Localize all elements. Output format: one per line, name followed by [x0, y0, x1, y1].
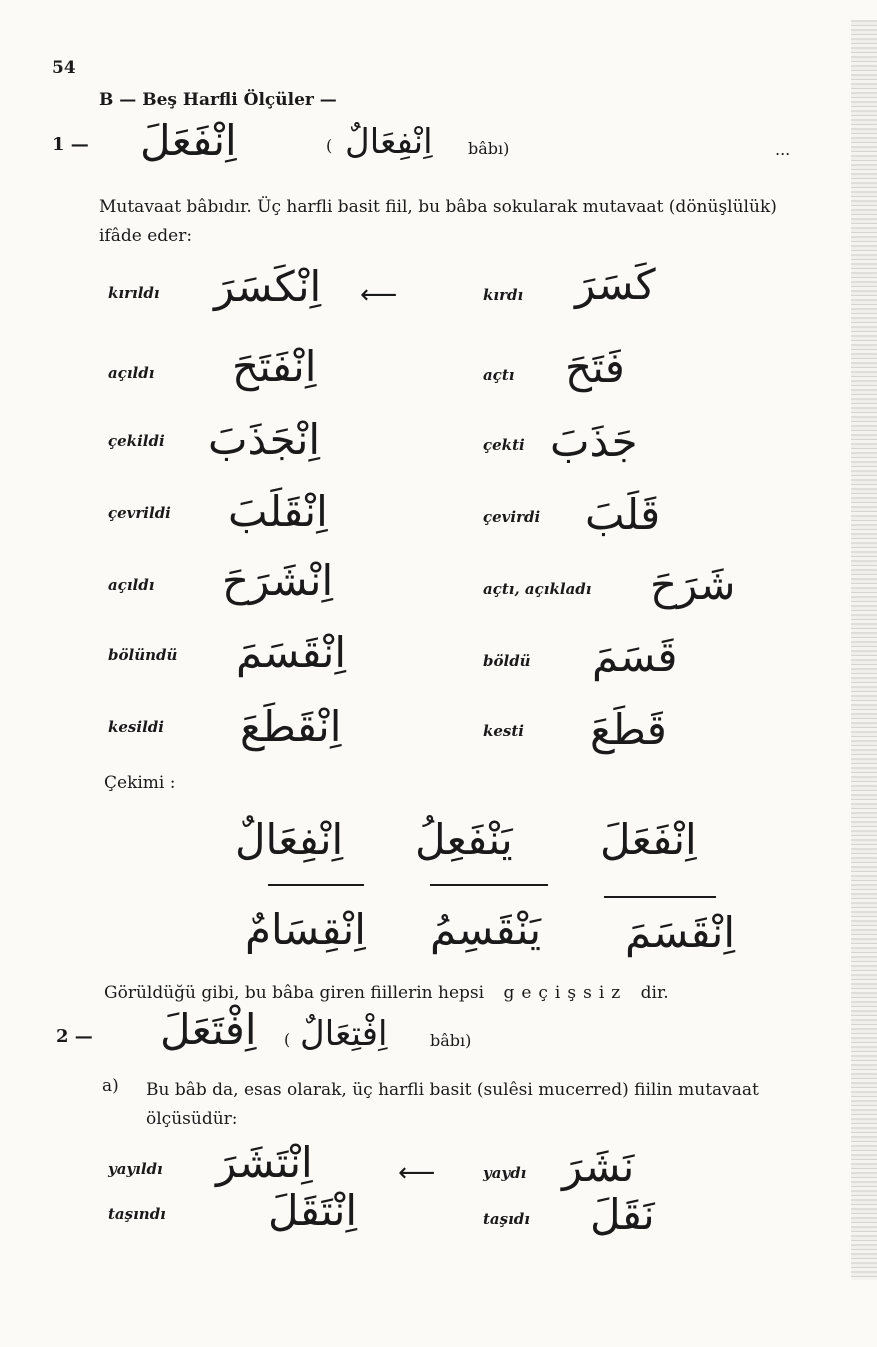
- section1-masdar-arabic: اِنْفِعَالٌ: [345, 122, 433, 162]
- base-verb-arabic: شَرَحَ: [650, 560, 736, 609]
- base-verb-arabic: فَتَحَ: [565, 343, 625, 392]
- page-number: 54: [52, 58, 76, 78]
- base-translation: taşıdı: [483, 1210, 530, 1228]
- conj-example-present: يَنْقَسِمُ: [430, 905, 542, 954]
- derived-verb-arabic: اِنْقَلَبَ: [228, 487, 328, 536]
- base-translation: açtı, açıkladı: [483, 580, 592, 598]
- base-translation: açtı: [483, 366, 515, 384]
- base-verb-arabic: قَسَمَ: [592, 632, 678, 681]
- section1-paren: (: [326, 136, 333, 155]
- conj-example-past: اِنْقَسَمَ: [625, 908, 736, 957]
- section1-bab-word: bâbı): [468, 139, 510, 158]
- base-verb-arabic: نَقَلَ: [590, 1190, 655, 1239]
- base-translation: çevirdi: [483, 508, 541, 526]
- base-translation: çekti: [483, 436, 525, 454]
- conj-underline: [430, 884, 548, 886]
- derived-translation: kesildi: [108, 718, 164, 736]
- derived-verb-arabic: اِنْشَرَحَ: [222, 556, 334, 605]
- section2-masdar-arabic: اِفْتِعَالٌ: [300, 1014, 388, 1054]
- conj-underline: [268, 884, 364, 886]
- section2-number: 2 —: [56, 1026, 93, 1047]
- section1-form-arabic: اِنْفَعَلَ: [140, 116, 237, 165]
- item-a-text: Bu bâb da, esas olarak, üç harfli basit (sulêsi mucerred) fiilin mutavaat ölçüsüdür:: [146, 1080, 759, 1129]
- base-verb-arabic: كَسَرَ: [575, 260, 656, 309]
- derived-translation: açıldı: [108, 576, 155, 594]
- section1-description: Mutavaat bâbıdır. Üç harfli basit fiil, bu bâba sokularak mutavaat (dönüşlülük) ifâde eder:: [99, 197, 777, 246]
- section1-number: 1 —: [52, 134, 89, 155]
- note-after: dir.: [640, 983, 669, 1003]
- base-translation: kesti: [483, 722, 525, 740]
- base-verb-arabic: قَطَعَ: [590, 705, 667, 754]
- conj-pattern-masdar: اِنْفِعَالٌ: [235, 815, 344, 864]
- conj-example-masdar: اِنْقِسَامٌ: [245, 905, 366, 954]
- note-text: [104, 983, 669, 1003]
- base-verb-arabic: نَشَرَ: [562, 1142, 635, 1191]
- derived-translation: çevrildi: [108, 504, 171, 522]
- derived-verb-arabic: اِنْفَتَحَ: [232, 342, 317, 391]
- derived-verb-arabic: اِنْكَسَرَ: [214, 262, 322, 311]
- derived-translation: çekildi: [108, 432, 165, 450]
- derived-verb-arabic: اِنْقَسَمَ: [236, 628, 347, 677]
- conj-underline: [604, 896, 716, 898]
- note-emphasis: geçişsiz: [503, 983, 628, 1003]
- section2-bab-word: bâbı): [430, 1031, 472, 1050]
- section2-form-arabic: اِفْتَعَلَ: [160, 1005, 257, 1054]
- section2-paren: (: [284, 1030, 291, 1049]
- base-verb-arabic: جَذَبَ: [550, 417, 638, 466]
- conj-pattern-past: اِنْفَعَلَ: [600, 815, 697, 864]
- item-a-label: a): [102, 1076, 119, 1096]
- derived-translation: bölündü: [108, 646, 178, 664]
- section-heading: B — Beş Harfli Ölçüler —: [99, 90, 337, 110]
- section1-dots: ...: [775, 140, 791, 159]
- cekimi-label: Çekimi :: [104, 773, 176, 793]
- base-verb-arabic: قَلَبَ: [585, 490, 661, 539]
- note-before: Görüldüğü gibi, bu bâba giren fiillerin hepsi: [104, 983, 485, 1003]
- conj-pattern-present: يَنْفَعِلُ: [415, 815, 513, 864]
- derived-verb-arabic: اِنْتَقَلَ: [268, 1186, 358, 1235]
- base-translation: yaydı: [483, 1164, 527, 1182]
- derived-translation: yayıldı: [108, 1160, 163, 1178]
- base-translation: böldü: [483, 652, 531, 670]
- derived-translation: taşındı: [108, 1205, 166, 1223]
- page-edge-scan-noise: [851, 20, 877, 1280]
- derived-translation: açıldı: [108, 364, 155, 382]
- derived-verb-arabic: اِنْجَذَبَ: [208, 415, 321, 464]
- derived-verb-arabic: اِنْقَطَعَ: [240, 702, 342, 751]
- derivation-arrow: ⟵: [360, 280, 398, 310]
- derivation-arrow: ⟵: [398, 1158, 436, 1188]
- derived-translation: kırıldı: [108, 284, 160, 302]
- base-translation: kırdı: [483, 286, 524, 304]
- derived-verb-arabic: اِنْتَشَرَ: [216, 1138, 313, 1187]
